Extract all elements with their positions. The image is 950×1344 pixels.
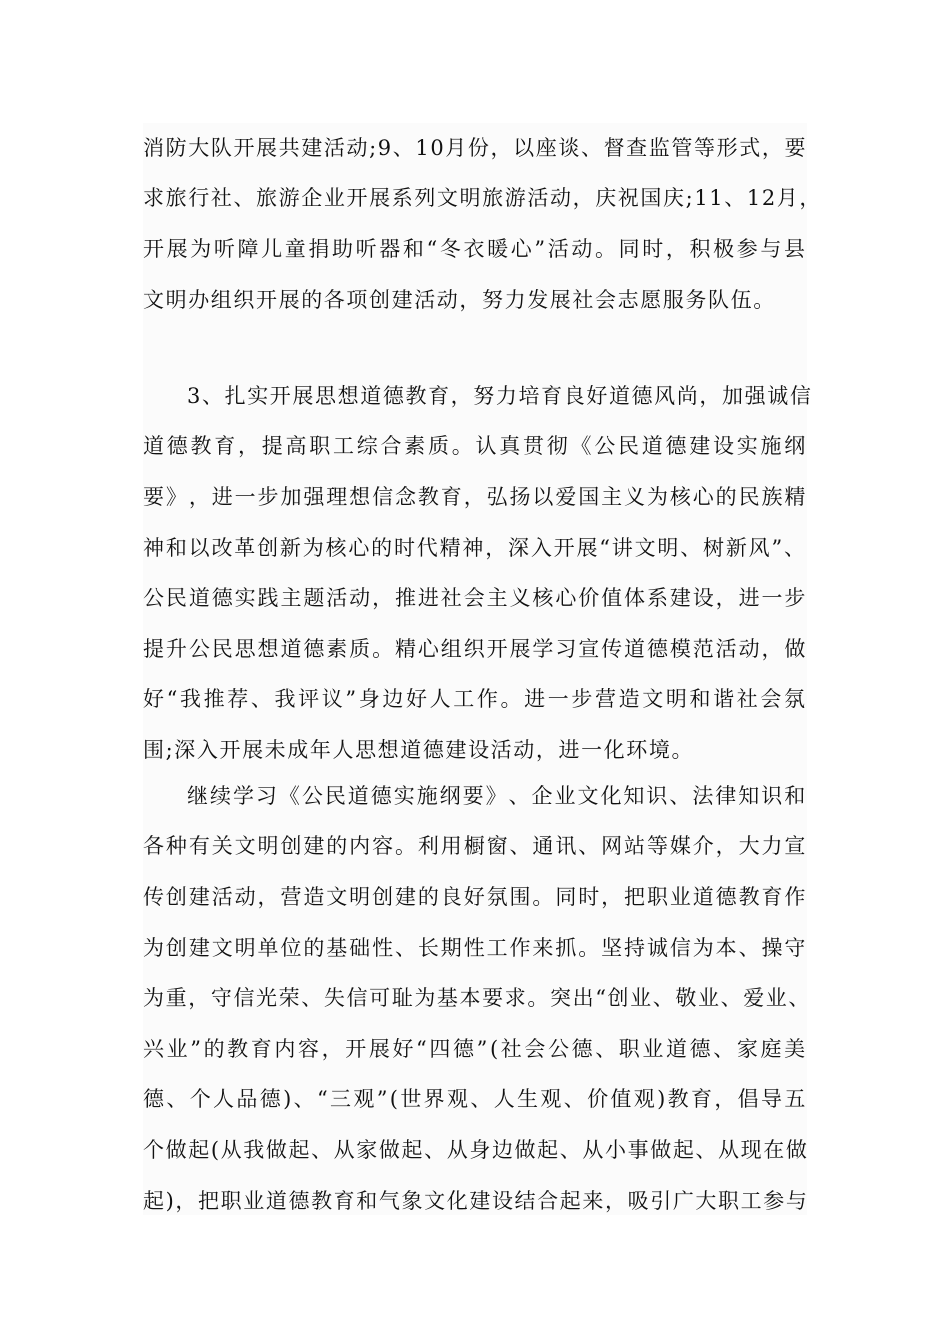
paragraph-2	[143, 371, 813, 776]
text-line: 为 创 建 文 明 单 位 的 基 础 性 、 长 期 性 工 作 来 抓 。 坚 持 诚 信 为 本 、 操 守	[143, 935, 807, 960]
text-line: 起 ) ， 把 职 业 道 德 教 育 和 气 象 文 化 建 设 结 合 起 来 ， 吸 引 广 大 职 工 参 与	[143, 1188, 809, 1213]
text-line: 德 、 个 人 品 德 ) 、 “ 三 观 ” ( 世 界 观 、 人 生 观 、 价 值 观 ) 教 育 ， 倡 导 五	[143, 1087, 807, 1112]
text-line: 开 展 为 听 障 儿 童 捐 助 听 器 和 “ 冬 衣 暖 心 ” 活 动 。 同 时 ， 积 极 参 与 县	[143, 236, 807, 261]
text-line: 传 创 建 活 动 ， 营 造 文 明 创 建 的 良 好 氛 围 。 同 时 ， 把 职 业 道 德 教 育 作	[143, 884, 807, 909]
text-line: 神 和 以 改 革 创 新 为 核 心 的 时 代 精 神 ， 深 入 开 展 “ 讲 文 明 、 树 新 风 ” 、	[143, 535, 807, 560]
text-line: 个 做 起 ( 从 我 做 起 、 从 家 做 起 、 从 身 边 做 起 、 从 小 事 做 起 、 从 现 在 做	[143, 1137, 809, 1162]
text-line: 提 升 公 民 思 想 道 德 素 质 。 精 心 组 织 开 展 学 习 宣 传 道 德 模 范 活 动 ， 做	[143, 636, 807, 661]
text-line: 各 种 有 关 文 明 创 建 的 内 容 。 利 用 橱 窗 、 通 讯 、 网 站 等 媒 介 ， 大 力 宣	[143, 834, 807, 859]
text-line: 好 “ 我 推 荐 、 我 评 议 ” 身 边 好 人 工 作 。 进 一 步 营 造 文 明 和 谐 社 会 氛	[143, 687, 807, 712]
text-line: 求 旅 行 社 、 旅 游 企 业 开 展 系 列 文 明 旅 游 活 动 ， 庆 祝 国 庆 ; 1 1 、 1 2 月 ，	[143, 186, 823, 211]
text-line: 道 德 教 育 ， 提 高 职 工 综 合 素 质 。 认 真 贯 彻 《 公 民 道 德 建 设 实 施 纲	[143, 434, 807, 459]
text-line: 围;深入开展未成年人思想道德建设活动，进一化环境。	[143, 737, 695, 762]
text-line: 公 民 道 德 实 践 主 题 活 动 ， 推 进 社 会 主 义 核 心 价 值 体 系 建 设 ， 进 一 步	[143, 586, 807, 611]
text-line: 消 防 大 队 开 展 共 建 活 动 ; 9 、 1 0 月 份 ， 以 座 谈 、 督 查 监 管 等 形 式 ， 要	[143, 135, 808, 160]
text-line: 文明办组织开展的各项创建活动，努力发展社会志愿服务队伍。	[143, 287, 776, 312]
text-line: 继 续 学 习 《 公 民 道 德 实 施 纲 要 》 、 企 业 文 化 知 识 、 法 律 知 识 和	[187, 783, 807, 808]
text-line: 3 、 扎 实 开 展 思 想 道 德 教 育 ， 努 力 培 育 良 好 道 德 风 尚 ， 加 强 诚 信	[187, 383, 813, 408]
text-line: 要 》 ， 进 一 步 加 强 理 想 信 念 教 育 ， 弘 扬 以 爱 国 主 义 为 核 心 的 民 族 精	[143, 484, 807, 509]
paragraph-1	[143, 123, 823, 325]
text-line: 兴 业 ” 的 教 育 内 容 ， 开 展 好 “ 四 德 ” ( 社 会 公 德 、 职 业 道 德 、 家 庭 美	[143, 1036, 807, 1061]
paragraph-3	[143, 771, 812, 1226]
document-page	[143, 123, 823, 1215]
text-line: 为 重 ， 守 信 光 荣 、 失 信 可 耻 为 基 本 要 求 。 突 出 “ 创 业 、 敬 业 、 爱 业 、	[143, 986, 812, 1011]
